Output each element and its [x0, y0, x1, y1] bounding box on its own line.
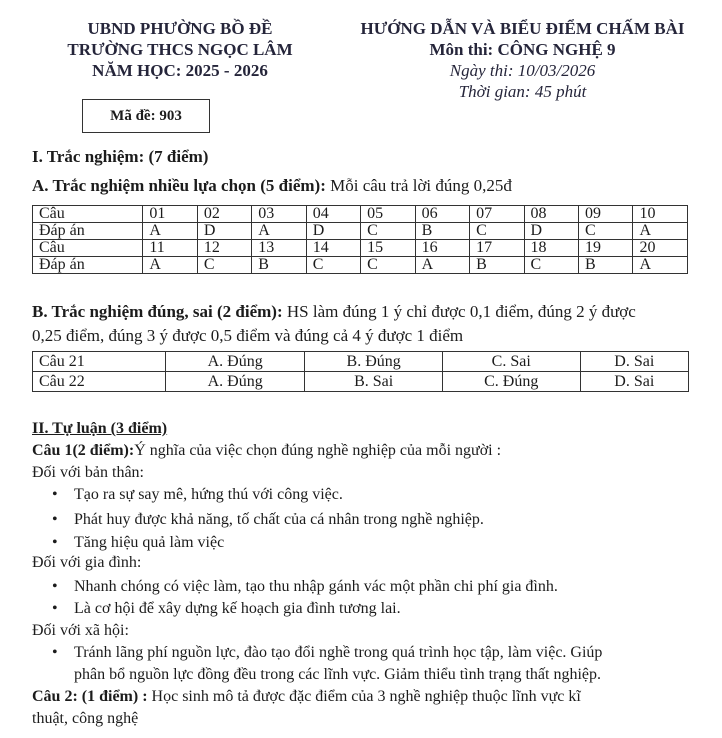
table-cell: 06	[415, 206, 469, 223]
school-name: TRƯỜNG THCS NGỌC LÂM	[67, 40, 293, 59]
table-cell: 05	[361, 206, 415, 223]
table-cell: 14	[306, 240, 360, 257]
table-cell: Câu	[33, 206, 143, 223]
table-row	[33, 240, 688, 257]
doc-title: HƯỚNG DẪN VÀ BIỂU ĐIỂM CHẤM BÀI	[360, 19, 685, 38]
part1-a-note: Mỗi câu trả lời đúng 0,25đ	[325, 176, 512, 195]
part1-b-note-2: 0,25 điểm, đúng 3 ý được 0,5 điểm và đúng cả 4 ý được 1 điểm	[32, 326, 464, 345]
list-item-continuation: phân bổ nguồn lực đồng đều trong các lĩnh vực. Giảm thiểu tình trạng thất nghiệp.	[74, 666, 602, 683]
table-cell: D. Sai	[580, 372, 688, 392]
q1-line	[32, 440, 501, 462]
part1-b-block	[32, 300, 702, 348]
district-name: UBND PHƯỜNG BỒ ĐỀ	[87, 19, 273, 38]
part2-heading: II. Tự luận (3 điểm)	[32, 420, 168, 437]
table-cell: Đáp án	[33, 257, 143, 274]
table-cell: B	[252, 257, 306, 274]
table-cell: 08	[524, 206, 578, 223]
bullet-icon: •	[52, 600, 58, 617]
table-cell: 12	[197, 240, 251, 257]
list-item: • Là cơ hội để xây dựng kế hoạch gia đình tương lai.	[52, 598, 401, 620]
table-cell: A. Đúng	[166, 372, 305, 392]
table-cell: D	[524, 223, 578, 240]
table-cell: 07	[470, 206, 524, 223]
part1-a-heading-line	[32, 176, 512, 196]
table-cell: 11	[143, 240, 197, 257]
bullet-icon: •	[52, 644, 58, 661]
table-cell: A	[252, 223, 306, 240]
list-item: • Tránh lãng phí nguồn lực, đào tạo đổi nghề trong quá trình học tập, làm việc. Giúp	[52, 642, 602, 664]
exam-duration: Thời gian: 45 phút	[458, 82, 587, 101]
table-cell: C. Sai	[442, 352, 580, 372]
table-cell: C	[524, 257, 578, 274]
table-cell: B	[415, 223, 469, 240]
table-cell: C	[578, 223, 632, 240]
table-row	[33, 206, 688, 223]
table-cell: Đáp án	[33, 223, 143, 240]
table-cell: 01	[143, 206, 197, 223]
table-row	[33, 257, 688, 274]
table-cell: C. Đúng	[442, 372, 580, 392]
self-heading: Đối với bản thân:	[32, 464, 144, 481]
q2-text-1: Học sinh mô tả được đặc điểm của 3 nghề nghiệp thuộc lĩnh vực kĩ	[147, 688, 581, 705]
exam-date: Ngày thi: 10/03/2026	[449, 61, 596, 80]
answer-table-a	[32, 205, 688, 274]
table-cell: C	[361, 257, 415, 274]
table-cell: 13	[252, 240, 306, 257]
table-cell: 09	[578, 206, 632, 223]
q2-block	[32, 686, 702, 730]
table-cell: 04	[306, 206, 360, 223]
table-cell: A	[143, 257, 197, 274]
part1-b-note-1: HS làm đúng 1 ý chỉ được 0,1 điểm, đúng 2 ý được	[282, 302, 636, 321]
table-cell: Câu	[33, 240, 143, 257]
list-item: • Tăng hiệu quả làm việc	[52, 532, 224, 554]
table-cell: 16	[415, 240, 469, 257]
table-cell: B	[470, 257, 524, 274]
table-cell: A	[143, 223, 197, 240]
table-cell: C	[306, 257, 360, 274]
table-row	[33, 372, 689, 392]
society-heading: Đối với xã hội:	[32, 622, 129, 639]
table-cell: 17	[470, 240, 524, 257]
bullet-icon: •	[52, 486, 58, 503]
q2-text-2: thuật, công nghệ	[32, 710, 139, 727]
table-cell: C	[361, 223, 415, 240]
bullet-icon: •	[52, 534, 58, 551]
school-header	[20, 18, 340, 81]
part1-b-heading: B. Trắc nghiệm đúng, sai (2 điểm):	[32, 302, 283, 321]
table-cell: C	[197, 257, 251, 274]
table-cell: A	[633, 223, 688, 240]
table-cell: D	[306, 223, 360, 240]
family-heading: Đối với gia đình:	[32, 554, 142, 571]
table-cell: C	[470, 223, 524, 240]
bullet-icon: •	[52, 578, 58, 595]
subject: Môn thi: CÔNG NGHỆ 9	[429, 40, 616, 59]
table-cell: 10	[633, 206, 688, 223]
table-cell: B. Đúng	[305, 352, 443, 372]
table-cell: 02	[197, 206, 251, 223]
bullet-icon: •	[52, 511, 58, 528]
table-cell: A	[633, 257, 688, 274]
school-year: NĂM HỌC: 2025 - 2026	[92, 61, 268, 80]
answer-table-b	[32, 351, 689, 392]
table-cell: B	[578, 257, 632, 274]
table-row	[33, 352, 689, 372]
table-cell: D. Sai	[580, 352, 688, 372]
table-row	[33, 223, 688, 240]
table-cell: A	[415, 257, 469, 274]
table-cell: 18	[524, 240, 578, 257]
table-cell: 19	[578, 240, 632, 257]
table-cell: 15	[361, 240, 415, 257]
exam-header	[330, 18, 715, 102]
table-cell: 20	[633, 240, 688, 257]
list-item: • Phát huy được khả năng, tố chất của cá nhân trong nghề nghiệp.	[52, 509, 484, 531]
list-item: • Nhanh chóng có việc làm, tạo thu nhập gánh vác một phần chi phí gia đình.	[52, 576, 558, 598]
table-cell: D	[197, 223, 251, 240]
part1-a-heading: A. Trắc nghiệm nhiều lựa chọn (5 điểm):	[32, 176, 326, 195]
q2-label: Câu 2: (1 điểm) :	[32, 688, 148, 705]
exam-code-box: Mã đề: 903	[82, 99, 210, 133]
list-item: • Tạo ra sự say mê, hứng thú với công việc.	[52, 484, 343, 506]
table-cell: Câu 21	[33, 352, 166, 372]
part1-heading: I. Trắc nghiệm: (7 điểm)	[32, 147, 209, 166]
q1-text: Ý nghĩa của việc chọn đúng nghề nghiệp của mỗi người :	[134, 442, 502, 459]
table-cell: A. Đúng	[166, 352, 305, 372]
table-cell: Câu 22	[33, 372, 166, 392]
table-cell: 03	[252, 206, 306, 223]
q1-label: Câu 1(2 điểm):	[32, 442, 135, 459]
table-cell: B. Sai	[305, 372, 443, 392]
